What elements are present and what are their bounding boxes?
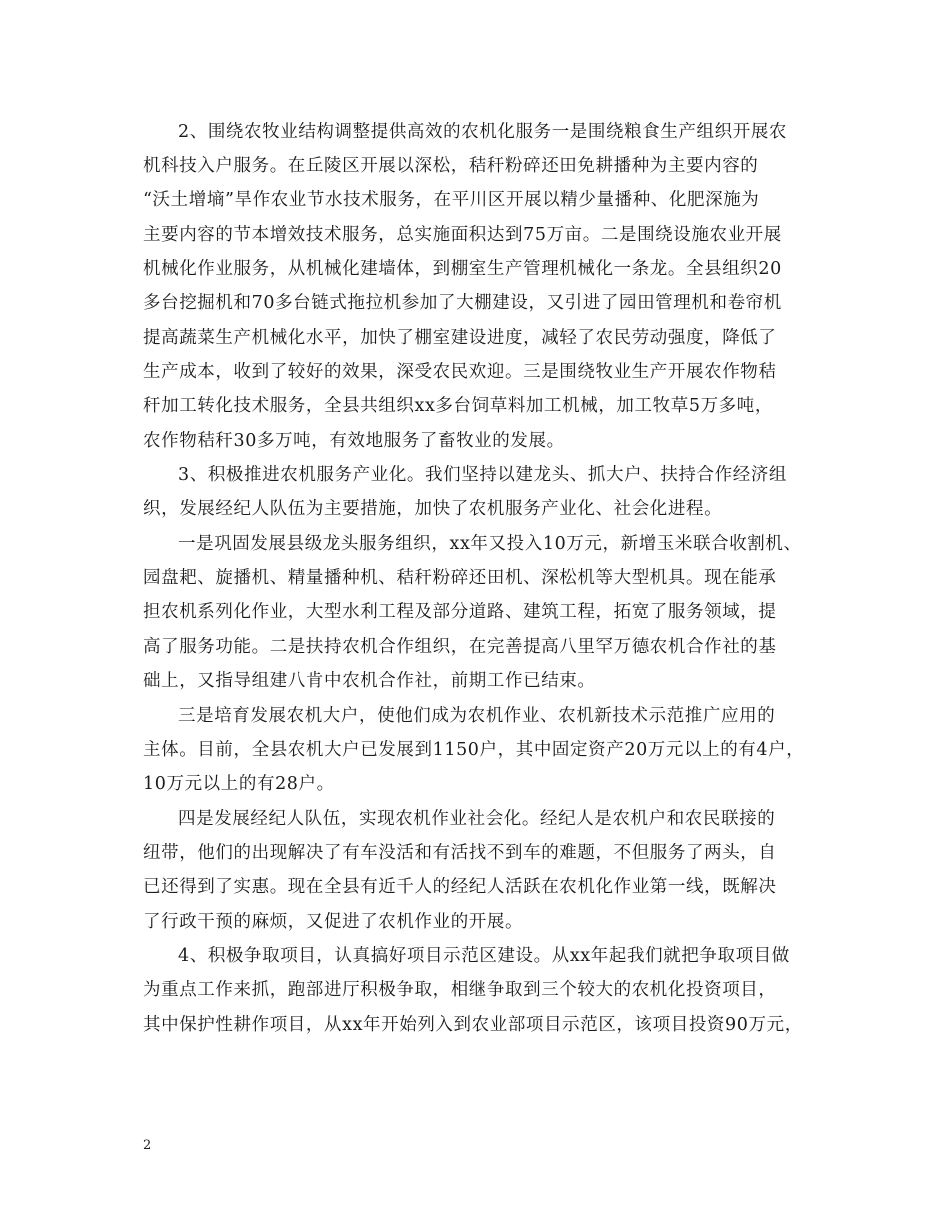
text-line: 机科技入户服务。在丘陵区开展以深松，秸秆粉碎还田免耕播种为主要内容的 (143, 156, 759, 176)
text-line: 生产成本，收到了较好的效果，深受农民欢迎。三是围绕牧业生产开展农作物秸 (143, 362, 777, 382)
text-line: 机械化作业服务，从机械化建墙体，到棚室生产管理机械化一条龙。全县组织20 (143, 259, 782, 279)
text-line: 一是巩固发展县级龙头服务组织，xx年又投入10万元，新增玉米联合收割机、 (178, 534, 802, 554)
text-line: 多台挖掘机和70多台链式拖拉机参加了大棚建设，又引进了园田管理机和卷帘机 (143, 293, 782, 313)
text-line: 园盘耙、旋播机、精量播种机、秸秆粉碎还田机、深松机等大型机具。现在能承 (143, 568, 777, 588)
text-line: 4、积极争取项目，认真搞好项目示范区建设。从xx年起我们就把争取项目做 (178, 946, 790, 966)
text-line: 担农机系列化作业，大型水利工程及部分道路、建筑工程，拓宽了服务领域，提 (143, 602, 777, 622)
text-line: 3、积极推进农机服务产业化。我们坚持以建龙头、抓大户、扶持合作经济组 (178, 465, 788, 485)
page-number: 2 (143, 1138, 152, 1153)
text-line: 四是发展经纪人队伍，实现农机作业社会化。经纪人是农机户和农民联接的 (178, 809, 776, 829)
text-line: 三是培育发展农机大户，使他们成为农机作业、农机新技术示范推广应用的 (178, 706, 776, 726)
text-line: 秆加工转化技术服务，全县共组织xx多台饲草料加工机械，加工牧草5万多吨， (143, 396, 773, 416)
text-line: 主体。目前，全县农机大户已发展到1150户，其中固定资产20万元以上的有4户， (143, 740, 805, 760)
text-line: 农作物秸秆30多万吨，有效地服务了畜牧业的发展。 (143, 431, 565, 451)
text-line: 为重点工作来抓，跑部进厅积极争取，相继争取到三个较大的农机化投资项目， (143, 980, 777, 1000)
text-line: 其中保护性耕作项目，从xx年开始列入到农业部项目示范区，该项目投资90万元， (143, 1015, 803, 1035)
text-line: 高了服务功能。二是扶持农机合作组织，在完善提高八里罕万德农机合作社的基 (143, 637, 777, 657)
text-line: 10万元以上的有28户。 (143, 774, 335, 794)
text-line: 2、围绕农牧业结构调整提供高效的农机化服务一是围绕粮食生产组织开展农 (178, 122, 788, 142)
text-line: 纽带，他们的出现解决了有车没活和有活找不到车的难题，不但服务了两头，自 (143, 843, 777, 863)
text-line: 提高蔬菜生产机械化水平，加快了棚室建设进度，减轻了农民劳动强度，降低了 (143, 328, 777, 348)
text-line: 已还得到了实惠。现在全县有近千人的经纪人活跃在农机化作业第一线，既解决 (143, 877, 777, 897)
text-line: 础上，又指导组建八肯中农机合作社，前期工作已结束。 (143, 671, 596, 691)
text-line: 了行政干预的麻烦，又促进了农机作业的开展。 (143, 912, 524, 932)
text-line: “沃土增墒”旱作农业节水技术服务，在平川区开展以精少量播种、化肥深施为 (143, 190, 760, 210)
text-line: 织，发展经纪人队伍为主要措施，加快了农机服务产业化、社会化进程。 (143, 499, 723, 519)
text-line: 主要内容的节本增效技术服务，总实施面积达到75万亩。二是围绕设施农业开展 (143, 225, 782, 245)
